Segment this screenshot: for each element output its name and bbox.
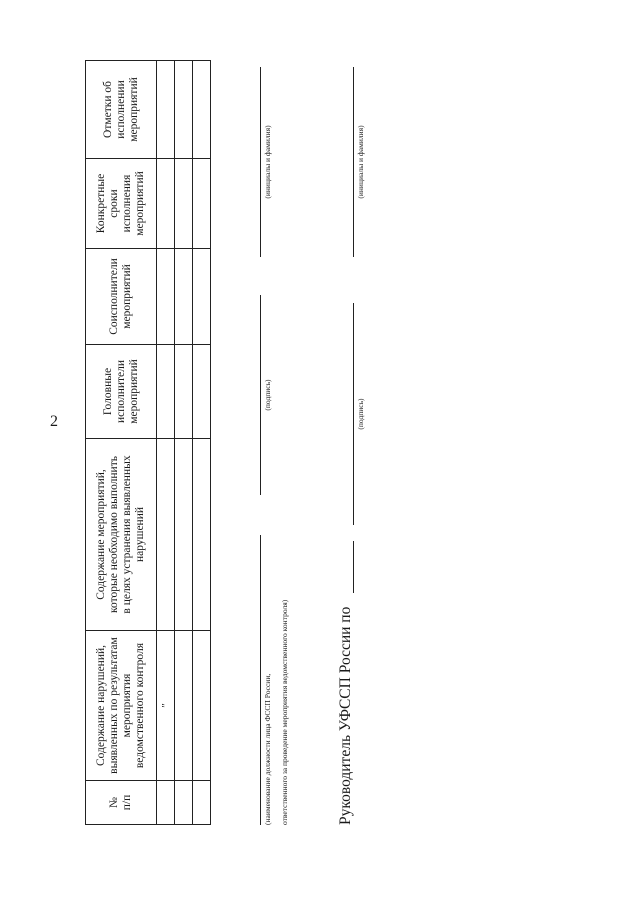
name-line	[260, 67, 261, 257]
table-cell	[193, 631, 211, 781]
table-cell	[175, 631, 193, 781]
table-row	[157, 61, 175, 825]
signature-line	[260, 295, 261, 495]
header-cell-measures: Содержание мероприятий, которые необходимо выполнить в целях устранения выявленных нарушений	[86, 439, 157, 631]
page-number: 2	[50, 413, 58, 430]
position-caption-line1: (наименование должности лица ФССП России,	[263, 673, 272, 825]
table-cell	[175, 345, 193, 439]
table-cell	[157, 249, 175, 345]
header-cell-completion-marks: Отметки об исполнении мероприятий	[86, 61, 157, 159]
header-cell-number: № п/п	[86, 781, 157, 825]
measures-table	[85, 60, 211, 825]
table-cell	[193, 345, 211, 439]
signature-line	[353, 303, 354, 525]
table-cell	[157, 345, 175, 439]
table-cell	[175, 159, 193, 249]
table-row	[175, 61, 193, 825]
table-cell	[193, 61, 211, 159]
name-caption: (инициалы и фамилия)	[263, 125, 272, 199]
table-cell	[175, 249, 193, 345]
name-caption: (инициалы и фамилия)	[356, 125, 365, 199]
position-line	[260, 535, 261, 825]
table-cell	[175, 61, 193, 159]
rotated-content	[85, 0, 415, 825]
region-line	[353, 541, 354, 593]
table-cell	[157, 159, 175, 249]
position-caption-line2: ответственного за проведение мероприятия ведомственного контроля)	[280, 599, 289, 825]
table-cell	[157, 439, 175, 631]
head-label: Руководитель УФССП России по	[337, 606, 354, 825]
table-cell	[157, 61, 175, 159]
table-cell	[193, 249, 211, 345]
table-cell	[175, 439, 193, 631]
name-line	[353, 67, 354, 257]
table-header-row	[86, 61, 157, 825]
table-row	[193, 61, 211, 825]
header-cell-deadlines: Конкретные сроки исполнения мероприятий	[86, 159, 157, 249]
signature-caption: (подпись)	[356, 398, 365, 430]
table-cell	[157, 781, 175, 825]
table-cell	[193, 439, 211, 631]
table-cell	[193, 781, 211, 825]
header-cell-lead-executors: Головные исполнители мероприятий	[86, 345, 157, 439]
table-cell: ″	[157, 631, 175, 781]
table-cell	[193, 159, 211, 249]
table-cell	[175, 781, 193, 825]
header-cell-violations: Содержание нарушений, выявленных по результатам мероприятия ведомственного контроля	[86, 631, 157, 781]
header-cell-co-executors: Соисполнители мероприятий	[86, 249, 157, 345]
signature-caption: (подпись)	[263, 379, 272, 411]
